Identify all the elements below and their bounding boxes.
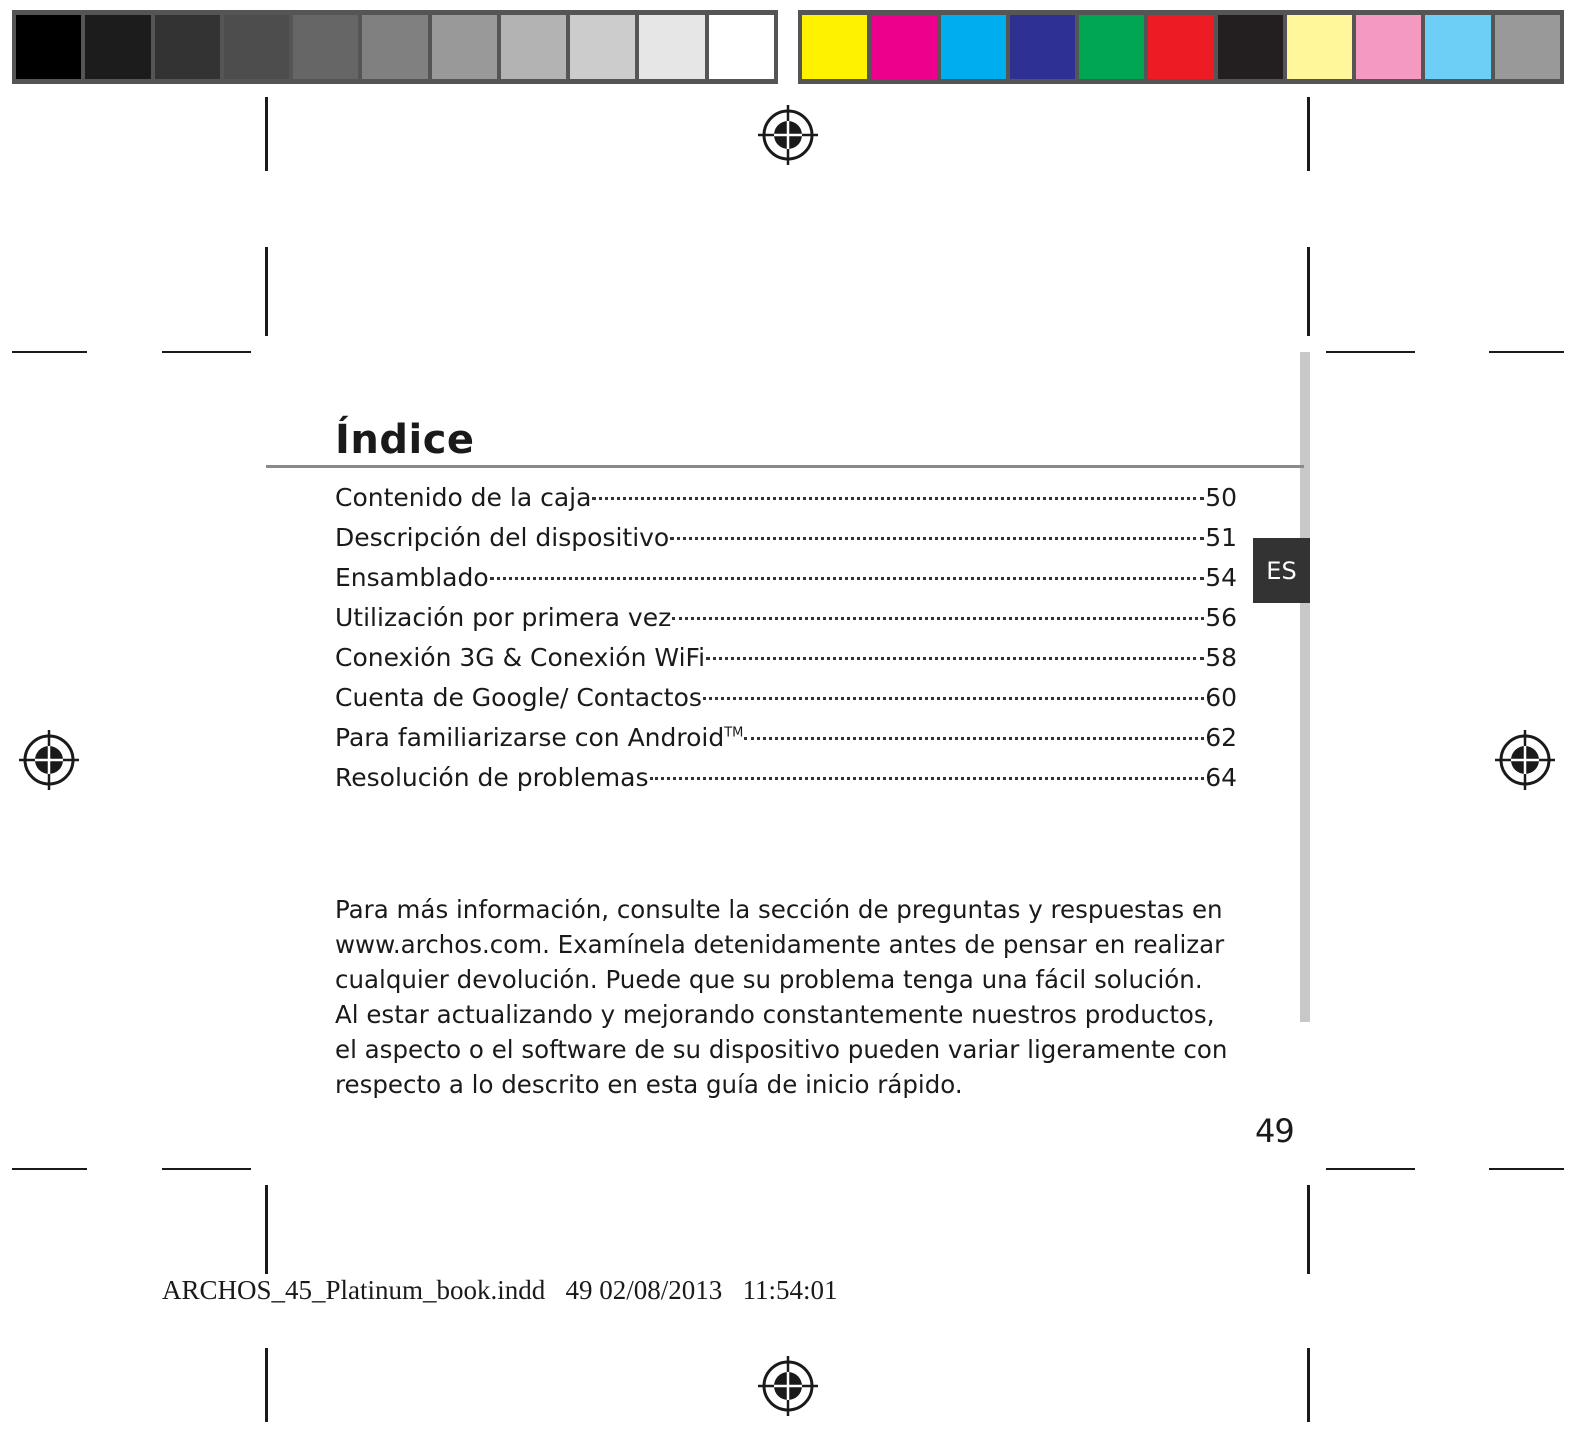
toc-leader-dots	[744, 736, 1204, 740]
color-swatch	[1287, 15, 1352, 79]
crop-mark	[265, 1348, 268, 1422]
toc-leader-dots	[706, 656, 1204, 660]
registration-mark-icon	[757, 104, 819, 166]
color-swatch	[1495, 15, 1560, 79]
color-swatch	[570, 15, 635, 79]
crop-mark	[1489, 1168, 1564, 1170]
toc-entry	[335, 758, 1237, 798]
color-swatch	[1079, 15, 1144, 79]
registration-mark-icon	[1494, 729, 1556, 791]
title-rule	[266, 465, 1304, 468]
color-swatch	[16, 15, 81, 79]
color-swatch	[501, 15, 566, 79]
language-tab: ES	[1253, 538, 1310, 603]
toc-entry-label: Utilización por primera vez	[335, 603, 672, 632]
toc-entry	[335, 638, 1237, 678]
crop-mark	[1307, 97, 1310, 171]
toc-entry-label: Para familiarizarse con Android™	[335, 723, 744, 752]
color-swatch	[432, 15, 497, 79]
page-number: 49	[1255, 1112, 1294, 1150]
toc-entry-page: 56	[1205, 603, 1237, 632]
crop-mark	[1326, 351, 1415, 353]
crop-mark	[265, 247, 268, 336]
notice-paragraph	[335, 892, 1245, 1102]
toc-entry	[335, 718, 1237, 758]
crop-mark	[265, 1185, 268, 1274]
toc-entry-page: 54	[1205, 563, 1237, 592]
color-swatch	[941, 15, 1006, 79]
notice-line: cualquier devolución. Puede que su problema tenga una fácil solución.	[335, 965, 1203, 994]
color-swatch	[224, 15, 289, 79]
page-title: Índice	[335, 417, 475, 463]
crop-mark	[12, 351, 87, 353]
notice-line: Al estar actualizando y mejorando constantemente nuestros productos,	[335, 1000, 1215, 1029]
toc-entry-page: 60	[1205, 683, 1237, 712]
crop-mark	[1489, 351, 1564, 353]
toc-entry	[335, 518, 1237, 558]
color-swatch	[85, 15, 150, 79]
notice-line: www.archos.com. Examínela detenidamente antes de pensar en realizar	[335, 930, 1225, 959]
crop-mark	[162, 351, 251, 353]
toc-entry-label: Descripción del dispositivo	[335, 523, 670, 552]
toc-entry-page: 64	[1205, 763, 1237, 792]
notice-line: Para más información, consulte la sección de preguntas y respuestas en	[335, 895, 1223, 924]
notice-line: el aspecto o el software de su dispositivo pueden variar ligeramente con	[335, 1035, 1228, 1064]
toc-entry-label: Contenido de la caja	[335, 483, 592, 512]
grayscale-bar	[12, 10, 778, 84]
color-swatch	[871, 15, 936, 79]
toc-leader-dots	[670, 536, 1204, 540]
toc-entry-page: 51	[1205, 523, 1237, 552]
registration-mark-icon	[18, 729, 80, 791]
toc-leader-dots	[650, 776, 1205, 780]
color-bar	[798, 10, 1564, 84]
crop-mark	[1326, 1168, 1415, 1170]
color-swatch	[1218, 15, 1283, 79]
crop-mark	[12, 1168, 87, 1170]
toc-leader-dots	[672, 616, 1204, 620]
toc-entry-label: Resolución de problemas	[335, 763, 649, 792]
toc-entry-label: Cuenta de Google/ Contactos	[335, 683, 702, 712]
toc-entry	[335, 478, 1237, 518]
color-swatch	[639, 15, 704, 79]
color-swatch	[1425, 15, 1490, 79]
side-rule	[1300, 352, 1310, 1022]
toc-leader-dots	[490, 576, 1205, 580]
registration-mark-icon	[757, 1355, 819, 1417]
color-swatch	[1148, 15, 1213, 79]
color-swatch	[1356, 15, 1421, 79]
color-swatch	[362, 15, 427, 79]
color-swatch	[293, 15, 358, 79]
crop-mark	[162, 1168, 251, 1170]
toc-entry	[335, 558, 1237, 598]
toc-entry	[335, 598, 1237, 638]
toc-leader-dots	[703, 696, 1204, 700]
crop-mark	[265, 97, 268, 171]
table-of-contents	[335, 478, 1237, 798]
color-swatch	[802, 15, 867, 79]
trademark-mark: TM	[724, 725, 744, 741]
color-swatch	[709, 15, 774, 79]
crop-mark	[1307, 1348, 1310, 1422]
toc-leader-dots	[592, 496, 1204, 500]
toc-entry-page: 58	[1205, 643, 1237, 672]
crop-mark	[1307, 1185, 1310, 1274]
notice-line: respecto a lo descrito en esta guía de inicio rápido.	[335, 1070, 963, 1099]
color-swatch	[155, 15, 220, 79]
toc-entry-label: Conexión 3G & Conexión WiFi	[335, 643, 706, 672]
toc-entry-label: Ensamblado	[335, 563, 489, 592]
toc-entry-page: 50	[1205, 483, 1237, 512]
toc-entry-page: 62	[1205, 723, 1237, 752]
color-swatch	[1010, 15, 1075, 79]
crop-mark	[1307, 247, 1310, 336]
print-slug: ARCHOS_45_Platinum_book.indd 49 02/08/2013 11:54:01	[162, 1275, 838, 1305]
toc-entry	[335, 678, 1237, 718]
